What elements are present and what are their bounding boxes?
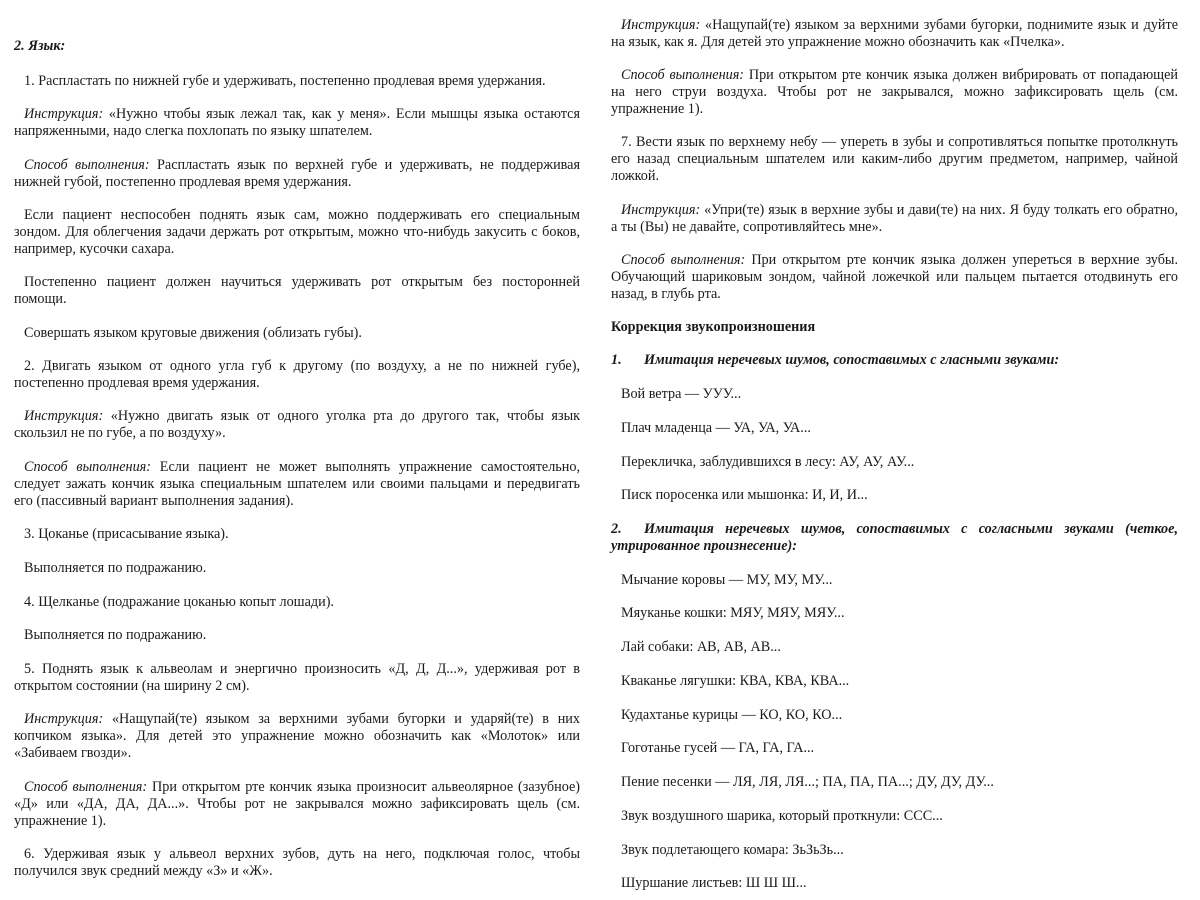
section-heading-tongue: 2. Язык: [14, 38, 66, 54]
paragraph: 3. Цоканье (присасывание языка). [24, 526, 229, 542]
list-item: Писк поросенка или мышонка: И, И, И... [621, 487, 868, 503]
paragraph: Совершать языком круговые движения (облизать губы). [24, 325, 362, 341]
instruction-paragraph [14, 408, 580, 442]
method-label: Способ выполнения: [621, 252, 746, 268]
paragraph: 5. Поднять язык к альвеолам и энергично произносить «Д, Д, Д...», удерживая рот в открытом состоянии (на ширину 2 см). [14, 661, 580, 694]
instruction-label: Инструкция: [24, 408, 104, 424]
list-item: Мычание коровы — МУ, МУ, МУ... [621, 572, 833, 588]
method-paragraph [14, 157, 580, 191]
method-label: Способ выполнения: [24, 157, 150, 173]
subsection-number: 1. [611, 352, 622, 368]
instruction-text: «Нужно чтобы язык лежал так, как у меня». Если мышцы языка остаются напряженными, надо слегка похлопать по языку шпателем. [14, 106, 580, 139]
list-item: Пение песенки — ЛЯ, ЛЯ, ЛЯ...; ПА, ПА, ПА...; ДУ, ДУ, ДУ... [621, 774, 994, 790]
subsection-number: 2. [611, 521, 622, 537]
instruction-text: «Нащупай(те) языком за верхними зубами бугорки, поднимите язык и дуйте на язык, как я. Для детей это упражнение можно обозначить как «Пчелка». [611, 17, 1178, 50]
list-item: Шуршание листьев: Ш Ш Ш... [621, 875, 807, 891]
section-title-sound-correction: Коррекция звукопроизношения [611, 319, 816, 335]
method-paragraph [611, 252, 1178, 303]
list-item: Звук подлетающего комара: ЗьЗьЗь... [621, 842, 844, 858]
list-item: Кваканье лягушки: КВА, КВА, КВА... [621, 673, 850, 689]
method-paragraph [611, 67, 1178, 118]
paragraph: 7. Вести язык по верхнему небу — упереть в зубы и сопротивляться попытке протолкнуть его назад специальным шпателем или каким-либо другим предметом, например, чайной ложкой. [611, 134, 1178, 184]
instruction-paragraph [611, 17, 1178, 51]
paragraph: 1. Распластать по нижней губе и удерживать, постепенно продлевая время удержания. [24, 73, 546, 89]
instruction-label: Инструкция: [621, 17, 701, 33]
method-paragraph [14, 779, 580, 830]
instruction-text: «Нащупай(те) языком за верхними зубами бугорки и ударяй(те) в них копчиком языка». Для детей это упражнение можно обозначить как «Молоток» или «Забиваем гвозди». [14, 711, 580, 761]
list-item: Перекличка, заблудившихся в лесу: АУ, АУ, АУ... [621, 454, 915, 470]
list-item: Мяуканье кошки: МЯУ, МЯУ, МЯУ... [621, 605, 845, 621]
subsection-text: Имитация неречевых шумов, сопоставимых с согласными звуками (четкое, утрированное произнесение): [611, 521, 1178, 554]
paragraph: Если пациент неспособен поднять язык сам, можно поддерживать его специальным зондом. Для облегчения задачи держать рот открытым, можно что-нибудь закусить с боков, например, кусочки сахара. [14, 207, 580, 257]
method-label: Способ выполнения: [621, 67, 745, 83]
list-item: Гоготанье гусей — ГА, ГА, ГА... [621, 740, 815, 756]
paragraph: Постепенно пациент должен научиться удерживать рот открытым без посторонней помощи. [14, 274, 580, 307]
paragraph: 2. Двигать языком от одного угла губ к другому (по воздуху, а не по нижней губе), постепенно продлевая время удержания. [14, 358, 580, 391]
instruction-text: «Упри(те) язык в верхние зубы и дави(те) на них. Я буду толкать его обратно, а ты (Вы) не давайте, сопротивляйтесь мне». [611, 202, 1178, 235]
list-item: Кудахтанье курицы — КО, КО, КО... [621, 707, 843, 723]
instruction-label: Инструкция: [24, 106, 104, 122]
instruction-label: Инструкция: [621, 202, 701, 218]
instruction-paragraph [14, 711, 580, 762]
list-item: Лай собаки: АВ, АВ, АВ... [621, 639, 781, 655]
method-text: Распластать язык по верхней губе и удерживать, не поддерживая нижней губой, постепенно продлевая время удержания. [14, 157, 581, 190]
method-label: Способ выполнения: [24, 779, 148, 795]
method-text: При открытом рте кончик языка произносит альвеолярное (зазубное) «Д» или «ДА, ДА, ДА...». Чтобы рот не закрывался можно зафиксировать щель (см. упражнение 1). [14, 779, 580, 829]
method-text: При открытом рте кончик языка должен вибрировать от попадающей на него струи воздуха. Чтобы рот не закрывался, можно зафиксировать щель (см. упражнение 1). [611, 67, 1178, 117]
list-item: Вой ветра — УУУ... [621, 386, 742, 402]
subsection-text: Имитация неречевых шумов, сопоставимых с гласными звуками: [644, 352, 1060, 368]
subsection-heading [611, 352, 1178, 369]
paragraph: Выполняется по подражанию. [24, 560, 207, 576]
paragraph: Выполняется по подражанию. [24, 627, 207, 643]
list-item: Плач младенца — УА, УА, УА... [621, 420, 811, 436]
paragraph: 6. Удерживая язык у альвеол верхних зубов, дуть на него, подключая голос, чтобы получился звук средний между «З» и «Ж». [14, 846, 580, 879]
subsection-heading [611, 521, 1178, 555]
instruction-paragraph [14, 106, 580, 140]
paragraph: 4. Щелканье (подражание цоканью копыт лошади). [24, 594, 334, 610]
method-paragraph [14, 459, 580, 510]
instruction-text: «Нужно двигать язык от одного уголка рта до другого так, чтобы язык скользил не по губе, а по воздуху». [14, 408, 580, 441]
method-label: Способ выполнения: [24, 459, 151, 475]
instruction-paragraph [611, 202, 1178, 236]
method-text: Если пациент не может выполнять упражнение самостоятельно, следует зажать кончик языка специальным шпателем или своими пальцами и передвигать его (пассивный вариант выполнения задания). [14, 459, 580, 509]
method-text: При открытом рте кончик языка должен упереться в верхние зубы. Обучающий шариковым зондом, чайной ложечкой или пальцем пытается отодвинуть его назад, в глубь рта. [611, 252, 1178, 302]
instruction-label: Инструкция: [24, 711, 104, 727]
list-item: Звук воздушного шарика, который проткнули: ССС... [621, 808, 943, 824]
